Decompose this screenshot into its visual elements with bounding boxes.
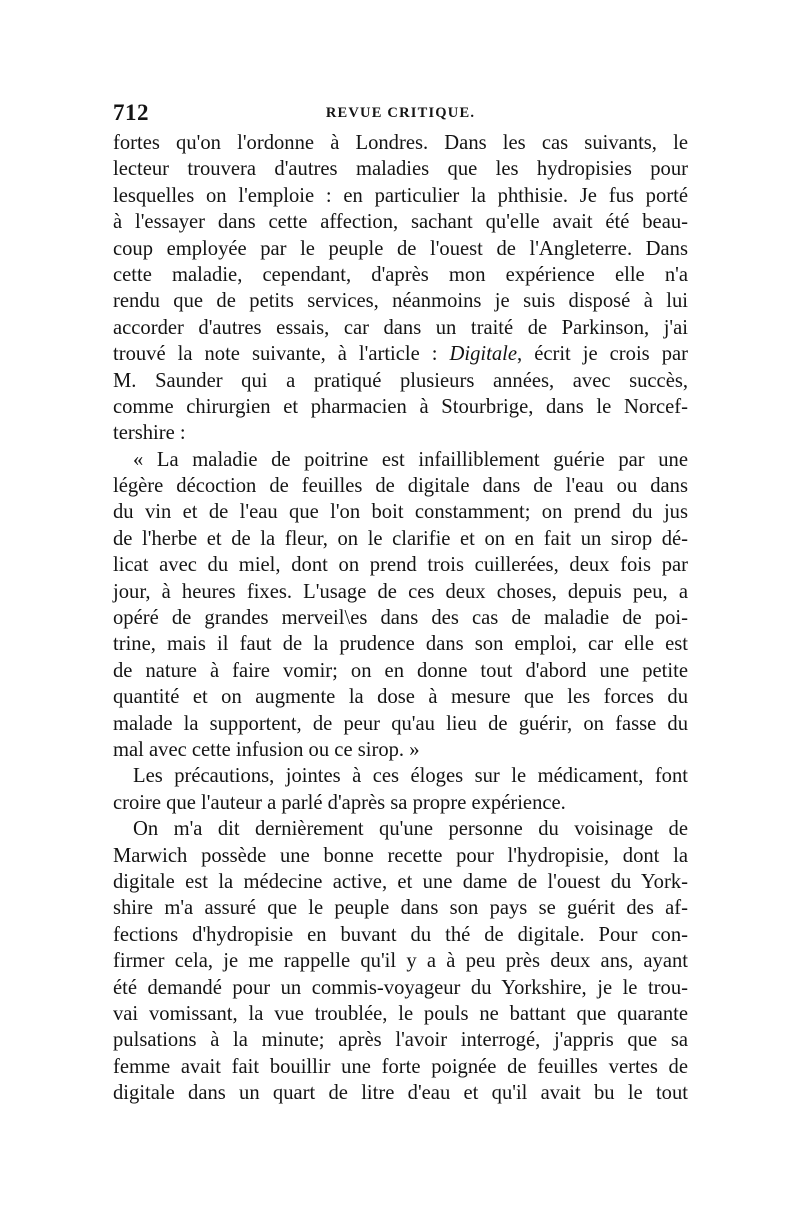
text-fragment: trouvé la note suivante, à l'article : xyxy=(113,343,450,366)
text-line: shire m'a assuré que le peuple dans son pays se guérit des af- xyxy=(113,897,688,920)
quotation-paragraph xyxy=(113,447,688,764)
text-line: « La maladie de poitrine est infailliblement guérie par une xyxy=(133,448,688,471)
running-head xyxy=(113,100,688,124)
text-line: de nature à faire vomir; on en donne tout d'abord une petite xyxy=(113,659,688,682)
text-fragment: , écrit je crois par xyxy=(517,343,688,366)
text-line: croire que l'auteur a parlé d'après sa propre expérience. xyxy=(113,791,566,814)
text-line-with-italic xyxy=(113,341,688,367)
text-line: lesquelles on l'emploie : en particulier la phthisie. Je fus porté xyxy=(113,184,688,207)
text-line: lecteur trouvera d'autres maladies que les hydropisies pour xyxy=(113,158,688,181)
paragraph-3 xyxy=(113,763,688,816)
text-line: pulsations à la minute; après l'avoir interrogé, j'appris que sa xyxy=(113,1029,688,1052)
italic-term: Digitale xyxy=(449,343,518,366)
text-line: coup employée par le peuple de l'ouest de l'Angleterre. Dans xyxy=(113,237,688,260)
body-text xyxy=(113,130,688,1106)
text-line: trine, mais il faut de la prudence dans son emploi, car elle est xyxy=(113,633,688,656)
text-line: femme avait fait bouillir une forte poignée de feuilles vertes de xyxy=(113,1055,688,1078)
text-line: firmer cela, je me rappelle qu'il y a à peu près deux ans, ayant xyxy=(113,950,688,973)
text-line: digitale dans un quart de litre d'eau et qu'il avait bu le tout xyxy=(113,1082,688,1105)
journal-title: REVUE CRITIQUE. xyxy=(325,105,476,121)
text-line: Les précautions, jointes à ces éloges sur le médicament, font xyxy=(133,765,688,788)
text-line: fortes qu'on l'ordonne à Londres. Dans les cas suivants, le xyxy=(113,132,688,154)
page-number: 712 xyxy=(113,100,149,125)
text-line: du vin et de l'eau que l'on boit constamment; on prend du jus xyxy=(113,501,688,524)
text-line: On m'a dit dernièrement qu'une personne du voisinage de xyxy=(133,818,688,841)
text-line: de l'herbe et de la fleur, on le clarifie et on en fait un sirop dé- xyxy=(113,527,688,550)
paragraph-4 xyxy=(113,816,688,1106)
text-line: mal avec cette infusion ou ce sirop. » xyxy=(113,738,420,761)
text-line: été demandé pour un commis-voyageur du Yorkshire, je le trou- xyxy=(113,976,688,999)
text-line: quantité et on augmente la dose à mesure que les forces du xyxy=(113,686,688,709)
paragraph-1 xyxy=(113,130,688,447)
text-line: fections d'hydropisie en buvant du thé de digitale. Pour con- xyxy=(113,923,688,946)
text-line: accorder d'autres essais, car dans un traité de Parkinson, j'ai xyxy=(113,316,688,339)
text-line: licat avec du miel, dont on prend trois cuillerées, deux fois par xyxy=(113,554,688,577)
text-line: comme chirurgien et pharmacien à Stourbrige, dans le Norcef- xyxy=(113,395,688,418)
text-line: Marwich possède une bonne recette pour l'hydropisie, dont la xyxy=(113,844,688,867)
text-line: jour, à heures fixes. L'usage de ces deux choses, depuis peu, a xyxy=(113,580,688,603)
text-line: rendu que de petits services, néanmoins je suis disposé à lui xyxy=(113,290,688,313)
text-line: cette maladie, cependant, d'après mon expérience elle n'a xyxy=(113,263,688,286)
text-line: opéré de grandes merveil\es dans des cas de maladie de poi- xyxy=(113,607,688,630)
text-line: vai vomissant, la vue troublée, le pouls ne battant que quarante xyxy=(113,1002,688,1025)
text-line: digitale est la médecine active, et une dame de l'ouest du York- xyxy=(113,870,688,893)
text-line: M. Saunder qui a pratiqué plusieurs années, avec succès, xyxy=(113,369,688,392)
text-line: légère décoction de feuilles de digitale dans de l'eau ou dans xyxy=(113,475,688,498)
text-line: tershire : xyxy=(113,422,186,445)
text-line: à l'essayer dans cette affection, sachant qu'elle avait été beau- xyxy=(113,211,688,234)
text-line: malade la supportent, de peur qu'au lieu de guérir, on fasse du xyxy=(113,712,688,735)
